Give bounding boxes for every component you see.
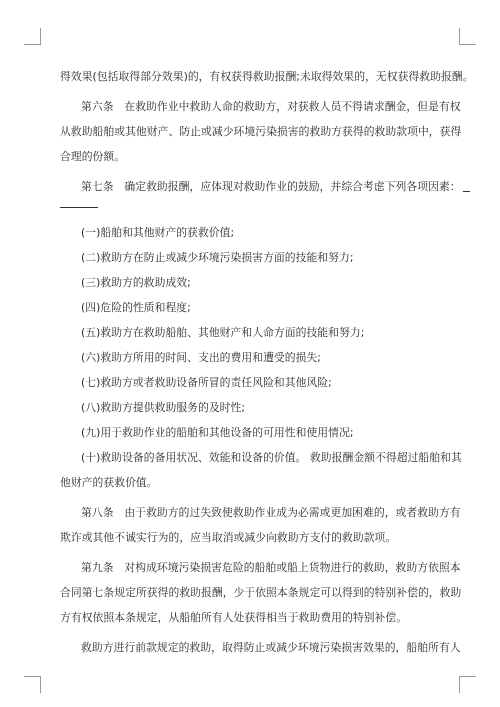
document-page (60, 64, 474, 660)
list-item-1: (一)船舶和其他财产的获救价值; (81, 226, 235, 239)
article-8-line-2: 欺诈或其他不诚实行为的，应当取消或减少向救助方支付的救助款项。 (60, 531, 397, 544)
list-item-3: (三)救助方的救助成效; (81, 276, 191, 289)
article-6-line-3: 合理的份额。 (60, 150, 126, 163)
list-item-2: (二)救助方在防止或减少环境污染损害方面的技能和努力; (81, 251, 354, 264)
list-item-5: (五)救助方在救助船舶、其他财产和人命方面的技能和努力; (81, 326, 365, 339)
list-item-4: (四)危险的性质和程度; (81, 301, 191, 314)
article-9-line-3: 方有权依照本条规定，从船舶所有人处获得相当于救助费用的特别补偿。 (60, 611, 408, 624)
crop-mark-bottom-right (459, 676, 476, 693)
article-8-line-1: 第八条 由于救助方的过失致使救助作业成为必需或更加困难的，或者救助方有 (81, 506, 461, 519)
underline-rule (60, 199, 98, 208)
crop-mark-bottom-left (24, 676, 41, 693)
article-6-line-1: 第六条 在救助作业中救助人命的救助方，对获救人员不得请求酬金，但是有权 (81, 100, 461, 113)
crop-mark-top-right (459, 28, 476, 45)
crop-mark-top-left (24, 28, 41, 45)
article-7-text: 第七条 确定救助报酬，应体现对救助作业的鼓励，并综合考虑下列各项因素： (81, 180, 461, 193)
paragraph-line: 得效果(包括取得部分效果)的，有权获得救助报酬;未取得效果的，无权获得救助报酬。 (60, 70, 474, 83)
article-9-line-1: 第九条 对构成环境污染损害危险的船舶或船上货物进行的救助，救助方依照本 (81, 561, 461, 574)
article-9-line-2: 合同第七条规定所获得的救助报酬，少于依照本条规定可以得到的特别补偿的，救助 (60, 586, 462, 599)
paragraph-last-line: 救助方进行前款规定的救助，取得防止或减少环境污染损害效果的，船舶所有人 (81, 641, 461, 654)
list-item-9: (九)用于救助作业的船舶和其他设备的可用性和使用情况; (81, 426, 354, 439)
list-item-8: (八)救助方提供救助服务的及时性; (81, 401, 246, 414)
article-6-line-2: 从救助船舶或其他财产、防止或减少环境污染损害的救助方获得的救助款项中，获得 (60, 125, 462, 138)
list-item-10-line-1: (十)救助设备的备用状况、效能和设备的价值。 救助报酬金额不得超过船舶和其 (81, 451, 462, 464)
blank-underline (463, 180, 470, 192)
list-item-6: (六)救助方所用的时间、支出的费用和遭受的损失; (81, 351, 321, 364)
article-7-line-1 (60, 174, 461, 199)
list-item-10-line-2: 他财产的获救价值。 (60, 476, 158, 489)
list-item-7: (七)救助方或者救助设备所冒的责任风险和其他风险; (81, 376, 332, 389)
